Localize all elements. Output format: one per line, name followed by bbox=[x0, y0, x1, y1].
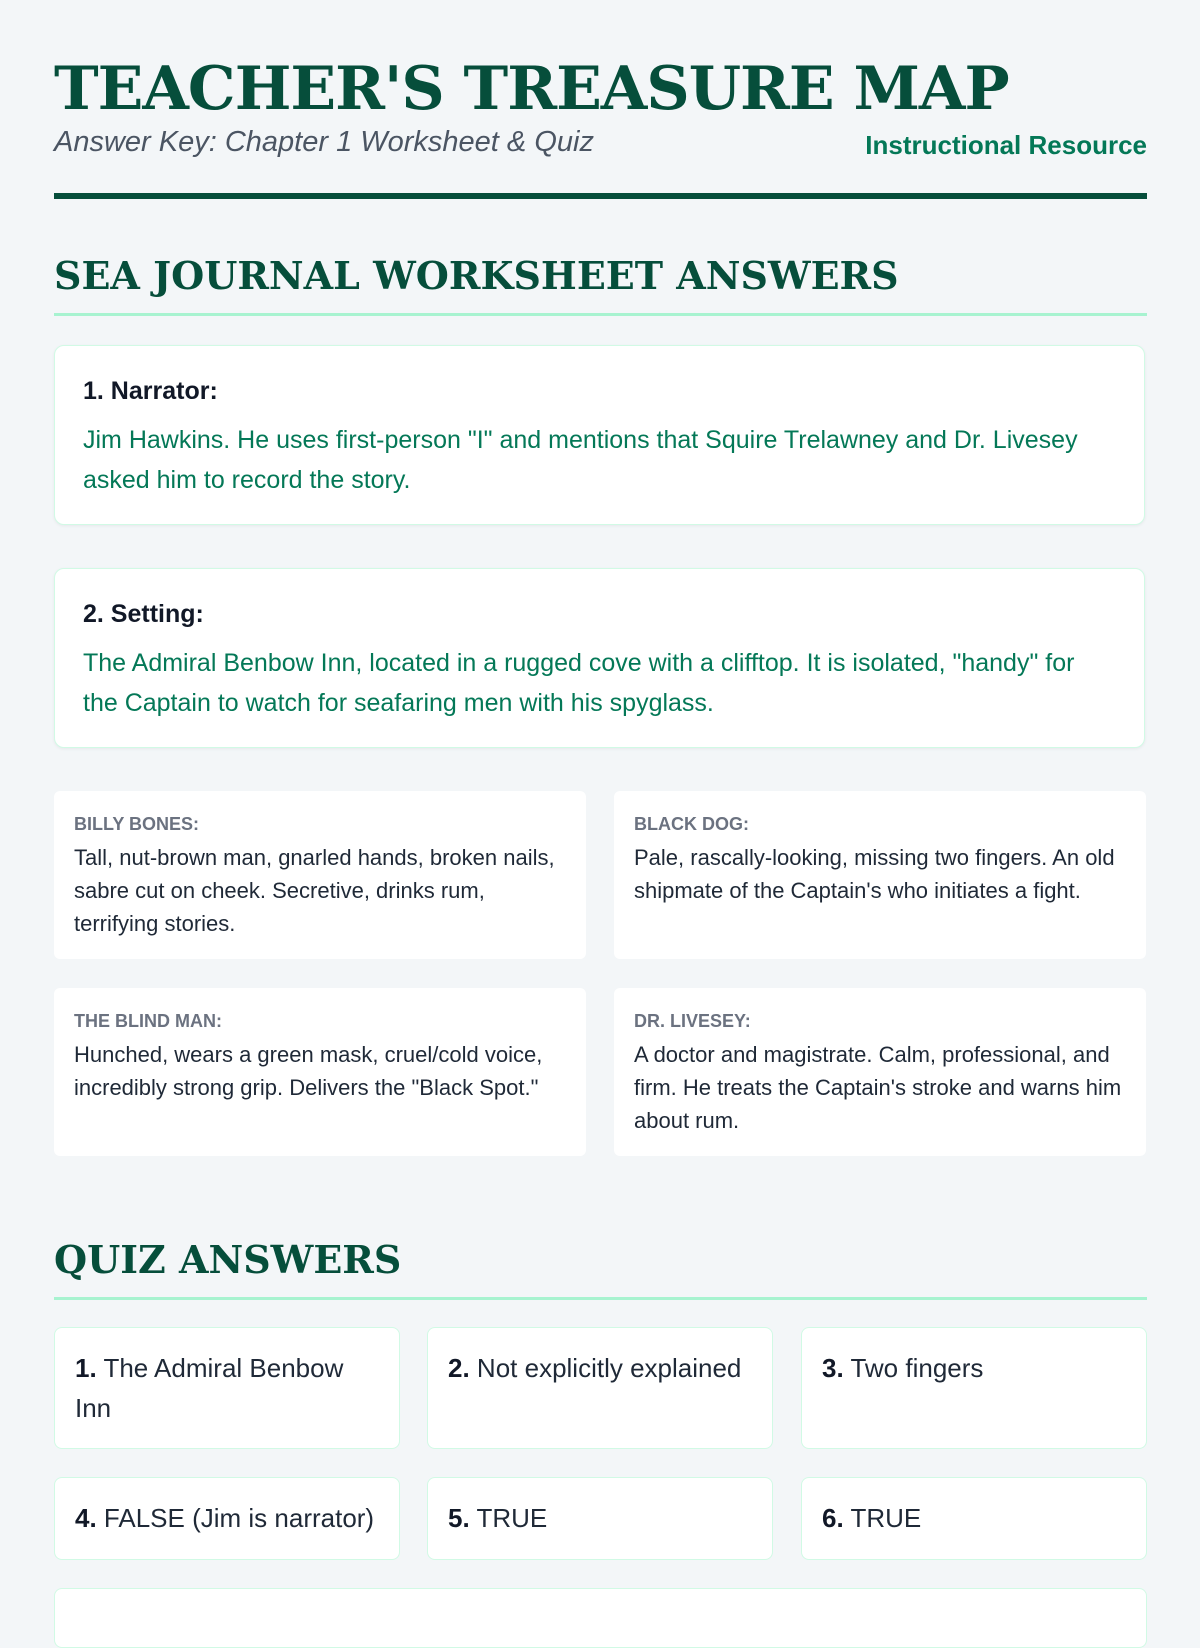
quiz-answer-2 bbox=[427, 1327, 773, 1449]
quiz-answer-6 bbox=[801, 1477, 1147, 1560]
quiz-answer-text: FALSE (Jim is narrator) bbox=[103, 1503, 375, 1533]
answer-label: 1. Narrator: bbox=[83, 377, 218, 405]
quiz-number: 4. bbox=[75, 1503, 97, 1533]
next-answer-card bbox=[54, 1588, 1147, 1648]
worksheet-divider bbox=[54, 313, 1147, 316]
setting-answer-card bbox=[54, 568, 1145, 748]
character-name: BILLY BONES: bbox=[74, 814, 200, 834]
quiz-number: 3. bbox=[822, 1353, 844, 1383]
quiz-answer-text: TRUE bbox=[850, 1503, 922, 1533]
character-description: Pale, rascally-looking, missing two fingers. An old shipmate of the Captain's who initiates a fight. bbox=[634, 845, 1115, 903]
quiz-number: 5. bbox=[448, 1503, 470, 1533]
answer-text: The Admiral Benbow Inn, located in a rugged cove with a clifftop. It is isolated, "handy" for the Captain to watch for seafaring men with his spyglass. bbox=[83, 649, 1075, 717]
header-divider bbox=[54, 193, 1147, 199]
quiz-heading: QUIZ ANSWERS bbox=[54, 1237, 402, 1282]
answer-text: Jim Hawkins. He uses first-person "I" and mentions that Squire Trelawney and Dr. Livesey asked him to record the story. bbox=[83, 426, 1078, 494]
character-card-dr-livesey bbox=[614, 988, 1146, 1156]
quiz-answer-4 bbox=[54, 1477, 400, 1560]
worksheet-heading: SEA JOURNAL WORKSHEET ANSWERS bbox=[54, 253, 899, 298]
quiz-answer-5 bbox=[427, 1477, 773, 1560]
page-title: TEACHER'S TREASURE MAP bbox=[54, 54, 1009, 124]
quiz-divider bbox=[54, 1297, 1147, 1300]
quiz-number: 2. bbox=[448, 1353, 470, 1383]
character-card-billy-bones bbox=[54, 791, 586, 959]
character-name: DR. LIVESEY: bbox=[634, 1011, 751, 1031]
character-name: BLACK DOG: bbox=[634, 814, 749, 834]
quiz-answer-3 bbox=[801, 1327, 1147, 1449]
character-name: THE BLIND MAN: bbox=[74, 1011, 222, 1031]
resource-tag: Instructional Resource bbox=[865, 130, 1147, 160]
narrator-answer-card bbox=[54, 345, 1145, 525]
quiz-number: 1. bbox=[75, 1353, 97, 1383]
character-description: Hunched, wears a green mask, cruel/cold voice, incredibly strong grip. Delivers the "Black Spot." bbox=[74, 1042, 543, 1100]
quiz-answer-1 bbox=[54, 1327, 400, 1449]
answer-label: 2. Setting: bbox=[83, 600, 204, 628]
character-card-black-dog bbox=[614, 791, 1146, 959]
character-description: Tall, nut-brown man, gnarled hands, broken nails, sabre cut on cheek. Secretive, drinks rum, terrifying stories. bbox=[74, 845, 555, 936]
quiz-answer-text: Two fingers bbox=[850, 1353, 984, 1383]
page-subtitle: Answer Key: Chapter 1 Worksheet & Quiz bbox=[54, 126, 594, 158]
quiz-answer-text: TRUE bbox=[476, 1503, 548, 1533]
quiz-number: 6. bbox=[822, 1503, 844, 1533]
quiz-answer-text: Not explicitly explained bbox=[476, 1353, 742, 1383]
quiz-answer-text: The Admiral Benbow Inn bbox=[75, 1353, 344, 1423]
character-card-blind-man bbox=[54, 988, 586, 1156]
character-description: A doctor and magistrate. Calm, professional, and firm. He treats the Captain's stroke and warns him about rum. bbox=[634, 1042, 1122, 1133]
